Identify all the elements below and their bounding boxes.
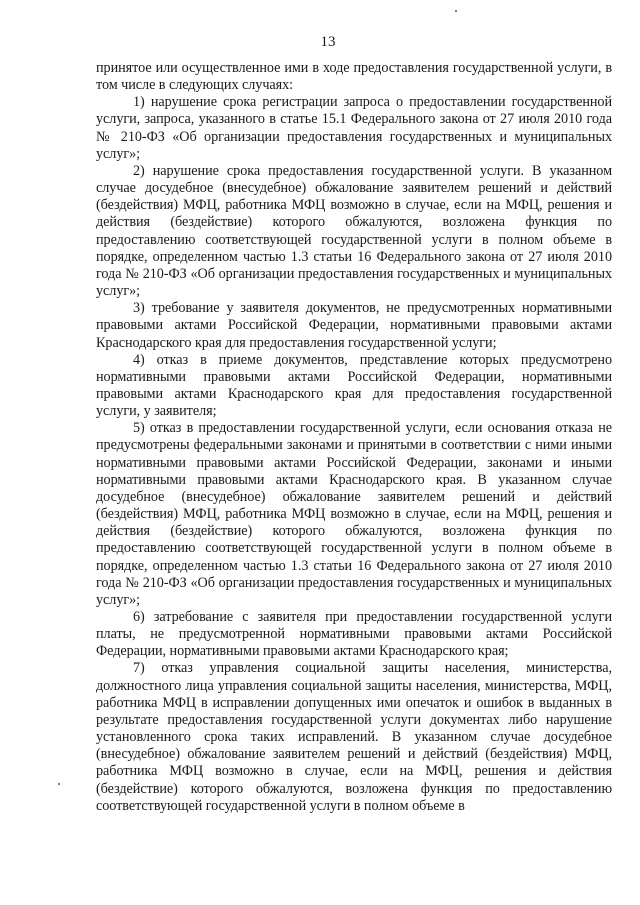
paragraph-intro-continuation: принятое или осуществленное ими в ходе предоставления государственной услуги, в том числе в следующих случаях: <box>96 60 612 94</box>
paragraph-item-3: 3) требование у заявителя документов, не предусмотренных нормативными правовыми актами Российской Федерации, нормативными правовыми актами Краснодарского края для предоставления государственной услуги; <box>96 300 612 351</box>
document-body <box>96 60 612 815</box>
paragraph-item-2: 2) нарушение срока предоставления государственной услуги. В указанном случае досудебное (внесудебное) обжалование заявителем решений и действий (бездействия) МФЦ, работника МФЦ возможно в случае, если на МФЦ, решения и действия (бездействие) которого обжалуются, возложена функция по предоставлению соответствующей государственной услуги в полном объеме в порядке, определенном частью 1.3 статьи 16 Федерального закона от 27 июля 2010 года № 210-ФЗ «Об организации предоставления государственных и муниципальных услуг»; <box>96 162 612 300</box>
paragraph-item-7: 7) отказ управления социальной защиты населения, министерства, должностного лица управления социальной защиты населения, министерства, МФЦ, работника МФЦ в исправлении допущенных ими опечаток и ошибок в выданных в результате предоставления государственной услуги документах либо нарушение установленного срока таких исправлений. В указанном случае досудебное (внесудебное) обжалование заявителем решений и действий (бездействия) МФЦ, работника МФЦ возможно в случае, если на МФЦ, решения и действия (бездействие) которого обжалуются, возложена функция по предоставлению соответствующей государственной услуги в полном объеме в <box>96 660 612 814</box>
scan-speck <box>58 783 60 785</box>
paragraph-item-5: 5) отказ в предоставлении государственной услуги, если основания отказа не предусмотрены федеральными законами и принятыми в соответствии с ними иными нормативными правовыми актами Российской Федерации, законами и иными нормативными правовыми актами Краснодарского края. В указанном случае досудебное (внесудебное) обжалование заявителем решений и действий (бездействия) МФЦ, работника МФЦ возможно в случае, если на МФЦ, решения и действия (бездействие) которого обжалуются, возложена функция по предоставлению соответствующей государственной услуги в полном объеме в порядке, определенном частью 1.3 статьи 16 Федерального закона от 27 июля 2010 года № 210-ФЗ «Об организации предоставления государственных и муниципальных услуг»; <box>96 420 612 608</box>
paragraph-item-1: 1) нарушение срока регистрации запроса о предоставлении государственной услуги, запроса, указанного в статье 15.1 Федерального закона от 27 июля 2010 года № 210-ФЗ «Об организации предоставления государственных и муниципальных услуг»; <box>96 94 612 162</box>
paragraph-item-4: 4) отказ в приеме документов, представление которых предусмотрено нормативными правовыми актами Российской Федерации, нормативными правовыми актами Краснодарского края для предоставления государственной услуги, у заявителя; <box>96 351 612 420</box>
paragraph-item-6: 6) затребование с заявителя при предоставлении государственной услуги платы, не предусмотренной нормативными правовыми актами Российской Федерации, нормативными правовыми актами Краснодарского края; <box>96 609 612 660</box>
scan-speck <box>455 10 457 12</box>
page-number: 13 <box>320 34 336 50</box>
